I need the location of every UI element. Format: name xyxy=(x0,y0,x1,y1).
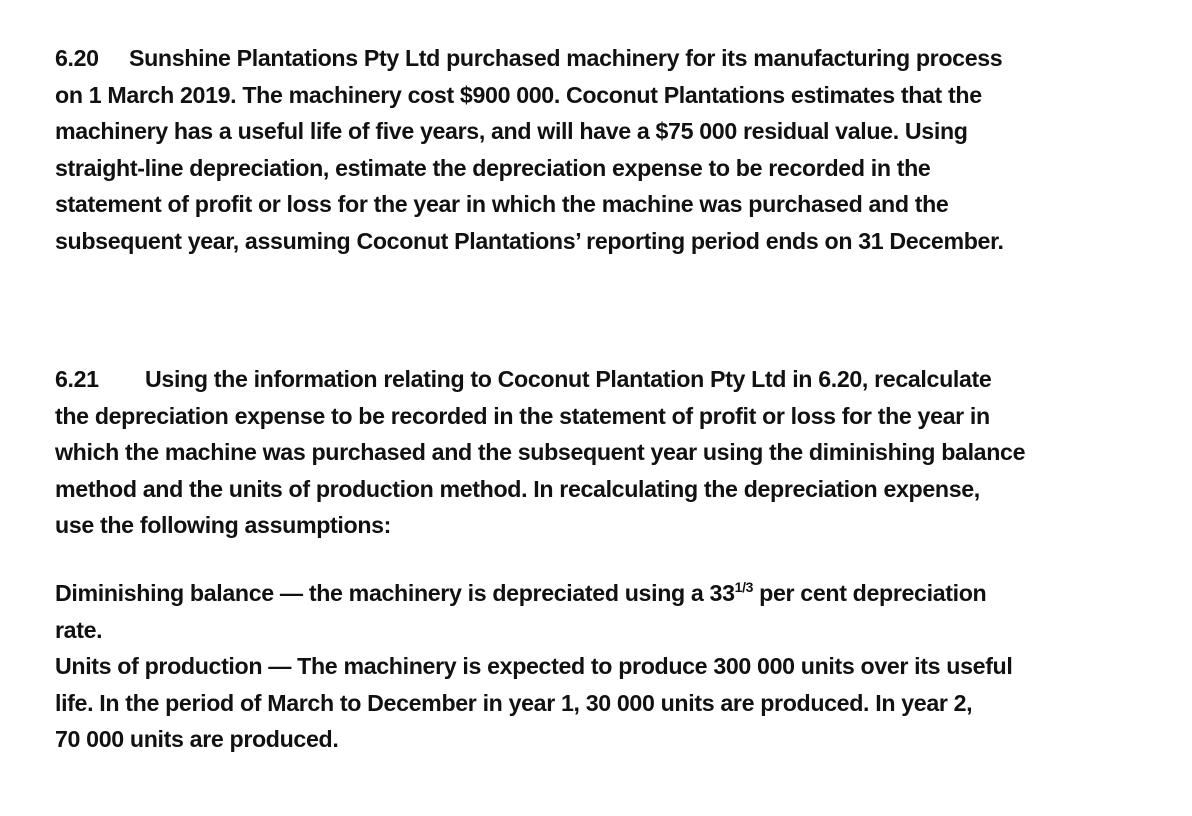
diminishing-text-cont: per cent depreciation xyxy=(753,580,987,606)
question-6-20 xyxy=(55,40,1004,260)
units-of-production-line: life. In the period of March to December in year 1, 30 000 units are produced. In year 2, xyxy=(55,689,973,716)
question-line xyxy=(55,361,1025,398)
question-line: straight-line depreciation, estimate the depreciation expense to be recorded in the xyxy=(55,154,931,181)
question-line: which the machine was purchased and the subsequent year using the diminishing balance xyxy=(55,439,1026,466)
question-line: use the following assumptions: xyxy=(55,512,392,539)
diminishing-text: Diminishing balance — the machinery is depreciated using a 33 xyxy=(55,580,735,606)
question-number: 6.21 xyxy=(55,366,99,392)
question-number: 6.20 xyxy=(55,45,99,71)
question-text: Sunshine Plantations Pty Ltd purchased machinery for its manufacturing process xyxy=(129,45,1003,71)
question-line: method and the units of production method. In recalculating the depreciation expense, xyxy=(55,475,980,502)
question-6-21 xyxy=(55,361,1025,544)
diminishing-balance-line xyxy=(55,575,1012,612)
question-line: on 1 March 2019. The machinery cost $900 000. Coconut Plantations estimates that the xyxy=(55,81,982,108)
question-line: statement of profit or loss for the year in which the machine was purchased and the xyxy=(55,191,949,218)
assumptions-block xyxy=(55,575,1012,758)
rate-fraction: 1/3 xyxy=(734,579,754,595)
diminishing-balance-line-2: rate. xyxy=(55,616,103,643)
question-line: machinery has a useful life of five years, and will have a $75 000 residual value. Using xyxy=(55,118,968,145)
question-line: the depreciation expense to be recorded in the statement of profit or loss for the year in xyxy=(55,402,990,429)
question-line: subsequent year, assuming Coconut Plantations’ reporting period ends on 31 December. xyxy=(55,227,1004,254)
question-text: Using the information relating to Coconut Plantation Pty Ltd in 6.20, recalculate xyxy=(145,366,992,392)
question-line xyxy=(55,40,1004,77)
units-of-production-line: 70 000 units are produced. xyxy=(55,726,339,753)
units-of-production-line: Units of production — The machinery is expected to produce 300 000 units over its useful xyxy=(55,653,1013,680)
